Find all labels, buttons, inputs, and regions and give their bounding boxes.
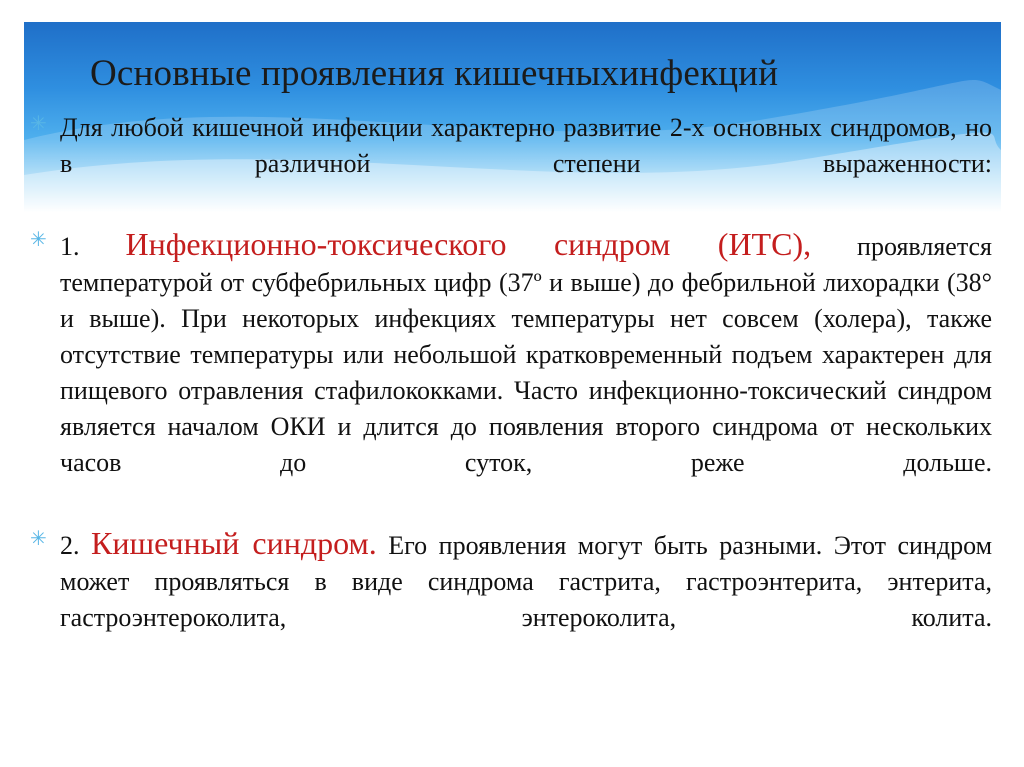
bullet-star-icon: ✳ (30, 229, 47, 251)
bullet-star-icon: ✳ (30, 113, 47, 135)
paragraph-intro (30, 110, 992, 218)
paragraph-intestinal (30, 525, 992, 672)
intestinal-number: 2. (60, 531, 80, 560)
intestinal-text: Его проявления могут быть разными. Этот синдром может проявляться в виде синдрома гастрита, гастроэнтерита, энтерита, гастроэнтероколита, энтероколита, колита. (60, 531, 993, 632)
bullet-star-icon: ✳ (30, 528, 47, 550)
paragraph-its (30, 226, 992, 517)
intro-text: Для любой кишечной инфекции характерно развитие 2-х основных синдромов, но в различной степени выраженности: (60, 113, 992, 178)
its-number: 1. (60, 232, 80, 261)
slide-title: Основные проявления кишечныхинфекций (90, 53, 779, 94)
its-text: проявляется температурой от субфебрильных цифр (37º и выше) до фебрильной лихорадки (38° и выше). При некоторых инфекциях температуры нет совсем (холера), также отсутствие температуры или небольшой кратковременный подъем характерен для пищевого отравления стафилококками. Часто инфекционно-токсический синдром является началом ОКИ и длится до появления второго синдрома от нескольких часов до суток, реже дольше. (60, 232, 993, 477)
intestinal-heading: Кишечный синдром. (91, 525, 377, 561)
its-heading: Инфекционно-токсического синдром (ИТС), (125, 226, 812, 262)
slide-content (30, 110, 992, 680)
